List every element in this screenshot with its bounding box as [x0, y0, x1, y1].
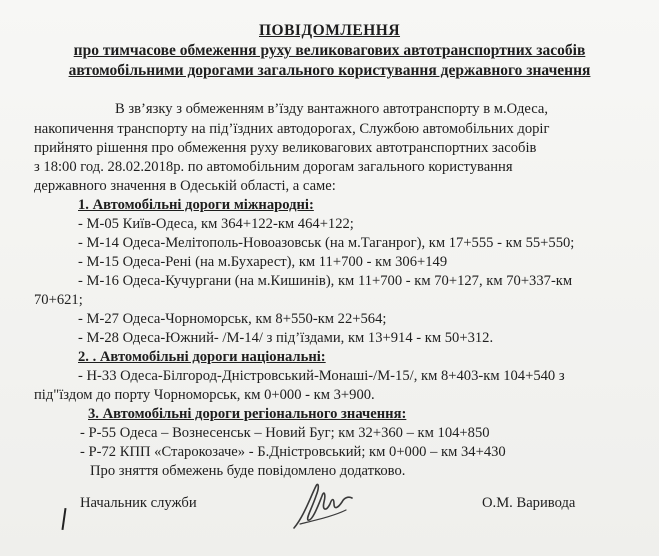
closing-note: Про зняття обмежень буде повідомлено додатково.	[90, 463, 406, 479]
road-item: - М-28 Одеса-Южний- /М-14/ з під’їздами, км 13+914 - км 50+312.	[78, 330, 494, 346]
section-heading-regional: 3. Автомобільні дороги регіонального значення:	[88, 406, 407, 422]
document-title: ПОВІДОМЛЕННЯ	[258, 22, 401, 39]
intro-line: В зв’язку з обмеженням в’їзду вантажного автотранспорту в м.Одеса,	[115, 101, 549, 117]
document-subtitle-line-1: про тимчасове обмеження руху великовагових автотранспортних засобів	[73, 42, 586, 59]
road-item: - Н-33 Одеса-Білгород-Дністровський-Монаші-/М-15/, км 8+403-км 104+540 з	[78, 368, 565, 384]
signatory-position: Начальник служби	[80, 495, 197, 511]
handwritten-signature	[286, 476, 366, 536]
road-item: - М-27 Одеса-Чорноморськ, км 8+550-км 22+564;	[78, 311, 387, 327]
intro-line: з 18:00 год. 28.02.2018р. по автомобільним дорогам загального користування	[34, 159, 513, 175]
intro-line: державного значення в Одеській області, а саме:	[34, 178, 336, 194]
section-heading-national: 2. . Автомобільні дороги національні:	[78, 349, 326, 365]
section-heading-international: 1. Автомобільні дороги міжнародні:	[78, 197, 314, 213]
intro-line: накопичення транспорту на під’їздних автодорогах, Службою автомобільних доріг	[34, 121, 550, 137]
document-subtitle-line-2: автомобільними дорогами загального користування державного значення	[68, 62, 591, 79]
road-item: - Р-55 Одеса – Вознесенськ – Новий Буг; км 32+360 – км 104+850	[80, 425, 490, 441]
margin-mark	[61, 508, 66, 530]
road-item: - Р-72 КПП «Старокозаче» - Б.Дністровський; км 0+000 – км 34+430	[80, 444, 506, 460]
road-item-continuation: під"їздом до порту Чорноморськ, км 0+000 - км 3+900.	[34, 387, 375, 403]
road-item-continuation: 70+621;	[34, 292, 83, 308]
road-item: - М-14 Одеса-Мелітополь-Новоазовськ (на м.Таганрог), км 17+555 - км 55+550;	[78, 235, 575, 251]
signatory-name: О.М. Варивода	[482, 495, 576, 511]
intro-line: прийнято рішення про обмеження руху великовагових автотранспортних засобів	[34, 140, 537, 156]
road-item: - М-05 Київ-Одеса, км 364+122-км 464+122;	[78, 216, 354, 232]
road-item: - М-15 Одеса-Рені (на м.Бухарест), км 11+700 - км 306+149	[78, 254, 448, 270]
road-item: - М-16 Одеса-Кучургани (на м.Кишинів), км 11+700 - км 70+127, км 70+337-км	[78, 273, 573, 289]
